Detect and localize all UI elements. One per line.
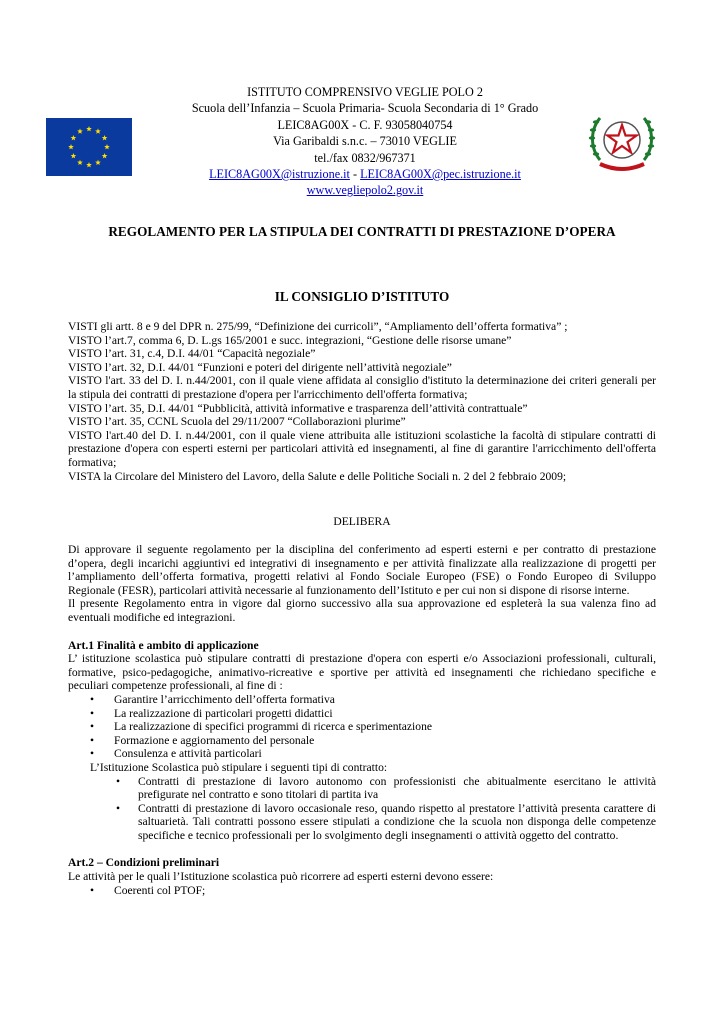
school-phone: tel./fax 0832/967371 bbox=[314, 150, 416, 165]
delibera-heading: DELIBERA bbox=[333, 515, 391, 528]
email-separator: - bbox=[349, 167, 361, 182]
visto-item: VISTO l’art.7, comma 6, D. L.gs 165/2001 e succ. integrazioni, “Gestione delle risorse umane” bbox=[68, 333, 512, 347]
school-name: ISTITUTO COMPRENSIVO VEGLIE POLO 2 bbox=[247, 85, 483, 99]
intro-paragraph: Di approvare il seguente regolamento per la disciplina del conferimento ad esperti esterni e per contratto di prestazione d’opera, degli incarichi aggiuntivi ed integrativi di insegnamento e per attività finalizzate alla realizzazione di progetti per l’ampliamento dell’offerta formativa, progetti relativi al Fondo Sociale Europeo (FSE) o Fondo Europeo di Sviluppo Regionale (FESR), particolari attività necessarie al funzionamento dell’Istituto e per cui non si dispone di risorse interne. bbox=[68, 543, 656, 597]
emblem-leaf-icon bbox=[645, 120, 651, 124]
art1-types-list bbox=[68, 775, 656, 843]
school-emails bbox=[130, 166, 600, 182]
eu-flag-icon bbox=[46, 118, 132, 176]
council-heading: IL CONSIGLIO D’ISTITUTO bbox=[274, 289, 450, 304]
visto-item: VISTO l'art.40 del D. I. n.44/2001, con il quale viene attribuita alle istituzioni scolastiche la facoltà di stipulare contratti di prestazione d'opera con esperti esterni per particolari attività ed insegnamenti, al fine di garantire l'arricchimento dell'offerta formativa; bbox=[68, 428, 656, 469]
regulation-body bbox=[68, 543, 656, 897]
emblem-leaf-icon bbox=[648, 128, 654, 132]
visto-item: VISTO l’art. 31, c.4, D.I. 44/01 “Capacità negoziale” bbox=[68, 347, 316, 361]
list-item: • La realizzazione di specifici programmi di ricerca e sperimentazione bbox=[68, 720, 656, 734]
emblem-leaf-icon bbox=[645, 152, 651, 156]
list-item: • Contratti di prestazione di lavoro autonomo con professionisti che abitualmente esercitano le attività prefigurate nel contratto e sono titolari di partita iva bbox=[68, 775, 656, 802]
school-codes: LEIC8AG00X - C. F. 93058040754 bbox=[277, 117, 453, 132]
visti-list bbox=[68, 320, 656, 483]
art1-text: L’ istituzione scolastica può stipulare contratti di prestazione d'opera con esperti e/o Associazioni professionali, culturali, formative, psico-pedagogiche, animativo-ricreative e sportive per attività ed insegnamenti che richiedano specifiche e peculiari competenze professionali, al fine di : bbox=[68, 652, 656, 693]
art2-text: Le attività per le quali l’Istituzione scolastica può ricorrere ad esperti esterni devono essere: bbox=[68, 870, 494, 884]
email-link-pec[interactable]: LEIC8AG00X@pec.istruzione.it bbox=[360, 167, 521, 182]
visto-item: VISTO l’art. 35, D.I. 44/01 “Pubblicità, attività informative e trasparenza dell’attività contrattuale” bbox=[68, 401, 528, 415]
list-item: • La realizzazione di particolari progetti didattici bbox=[68, 707, 656, 721]
art2-heading: Art.2 – Condizioni preliminari bbox=[68, 856, 220, 870]
art1-types-intro: L’Istituzione Scolastica può stipulare i seguenti tipi di contratto: bbox=[90, 760, 388, 774]
art2-items-list bbox=[68, 884, 656, 898]
art1-heading: Art.1 Finalità e ambito di applicazione bbox=[68, 638, 259, 652]
visto-item: VISTI gli artt. 8 e 9 del DPR n. 275/99, “Definizione dei curricoli”, “Ampliamento dell’offerta formativa” ; bbox=[68, 320, 568, 333]
school-address: Via Garibaldi s.n.c. – 73010 VEGLIE bbox=[273, 134, 457, 149]
document-title: REGOLAMENTO PER LA STIPULA DEI CONTRATTI DI PRESTAZIONE D’OPERA bbox=[108, 224, 616, 239]
school-header bbox=[130, 84, 600, 199]
validity-paragraph: Il presente Regolamento entra in vigore dal giorno successivo alla sua approvazione ed espleterà la sua valenza fino ad eventuali modifiche ed integrazioni. bbox=[68, 597, 656, 624]
list-item: • Consulenza e attività particolari bbox=[68, 747, 656, 761]
email-link-istruzione[interactable]: LEIC8AG00X@istruzione.it bbox=[209, 167, 350, 182]
emblem-leaf-icon bbox=[648, 144, 654, 148]
visto-item: VISTO l’art. 35, CCNL Scuola del 29/11/2007 “Collaborazioni plurime” bbox=[68, 415, 406, 429]
visto-item: VISTA la Circolare del Ministero del Lavoro, della Salute e delle Politiche Sociali n. 2 del 2 febbraio 2009; bbox=[68, 469, 567, 483]
visto-item: VISTO l'art. 33 del D. I. n.44/2001, con il quale viene affidata al consiglio d'istituto la determinazione dei criteri generali per la stipula dei contratti di prestazione d'opera per l'arricchimento dell'offerta formativa; bbox=[68, 374, 656, 401]
list-item: • Coerenti col PTOF; bbox=[68, 884, 656, 898]
list-item: • Contratti di prestazione di lavoro occasionale reso, quando rispetto al prestatore l’attività presenta carattere di saltuarietà. Tali contratti possono essere stipulati a condizione che la scuola non disponga delle competenze specifiche e tecnico professionali per lo svolgimento degli insegnamenti o attività oggetto del contratto. bbox=[68, 802, 656, 843]
school-levels: Scuola dell’Infanzia – Scuola Primaria- Scuola Secondaria di 1° Grado bbox=[191, 101, 539, 116]
list-item: • Garantire l’arricchimento dell’offerta formativa bbox=[68, 693, 656, 707]
website-link[interactable]: www.vegliepolo2.gov.it bbox=[306, 183, 424, 198]
emblem-leaf-icon bbox=[649, 136, 655, 140]
visto-item: VISTO l’art. 32, D.I. 44/01 “Funzioni e poteri del dirigente nell’attività negoziale” bbox=[68, 360, 452, 374]
art1-aims-list bbox=[68, 693, 656, 761]
list-item: • Formazione e aggiornamento del personale bbox=[68, 734, 656, 748]
